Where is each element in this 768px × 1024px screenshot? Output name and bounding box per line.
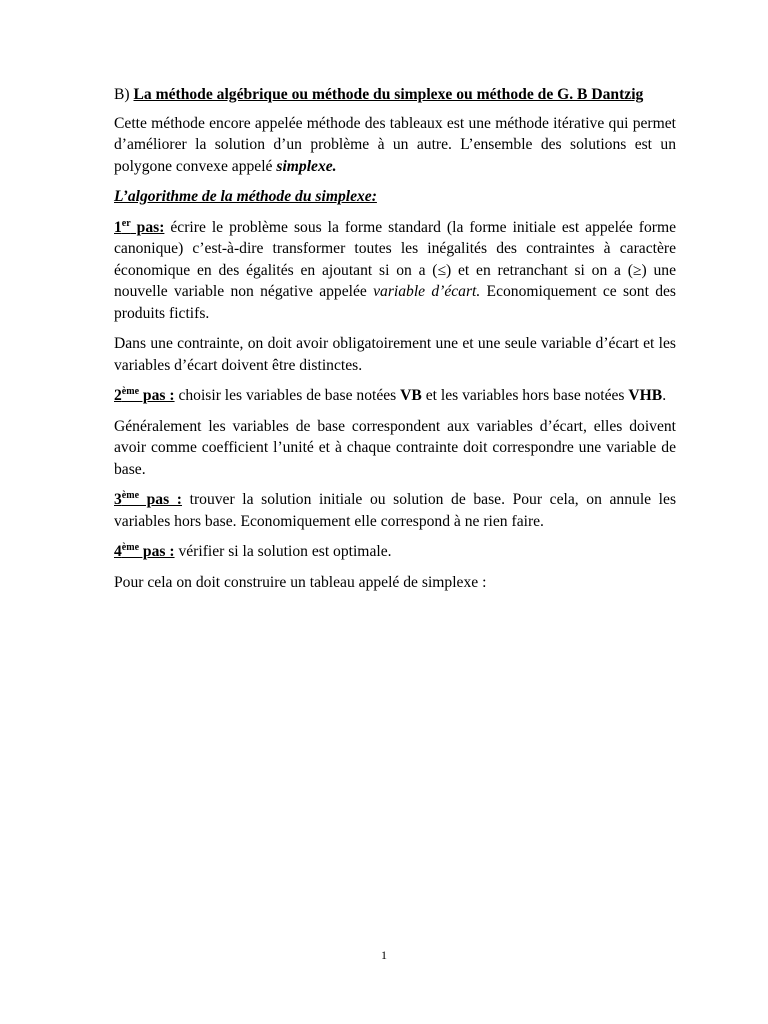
step3-heading xyxy=(114,491,182,508)
step2-text-b: et les variables hors base notées xyxy=(421,387,629,404)
step4-ordinal: ème xyxy=(121,542,140,553)
step1-heading xyxy=(114,219,164,236)
step4-text: vérifier si la solution est optimale. xyxy=(174,543,392,560)
step2-text-c: . xyxy=(662,387,667,404)
section-prefix: B) xyxy=(114,86,134,103)
algorithm-title: L’algorithme de la méthode du simplexe: xyxy=(114,188,377,205)
step4-heading xyxy=(114,543,175,560)
section-title: La méthode algébrique ou méthode du simplexe ou méthode de G. B Dantzig xyxy=(133,86,644,103)
constraint-paragraph: Dans une contrainte, on doit avoir obligatoirement une et une seule variable d’écart et les variables d’écart doivent être distinctes. xyxy=(114,335,676,374)
intro-emphasis: simplexe. xyxy=(276,157,337,175)
step1-italic: variable d’écart. xyxy=(373,283,481,300)
step2-label: pas : xyxy=(139,387,175,404)
step3-paragraph xyxy=(114,489,676,532)
step1-number: 1 xyxy=(114,218,122,236)
step2-number: 2 xyxy=(114,387,122,404)
section-heading xyxy=(114,84,676,106)
step2-text-a: choisir les variables de base notées xyxy=(174,387,401,404)
general-paragraph: Généralement les variables de base correspondent aux variables d’écart, elles doivent avoir comme coefficient l’unité et à chaque contrainte doit correspondre une variable de base. xyxy=(114,417,676,478)
step3-label: pas : xyxy=(139,491,182,508)
step4-paragraph xyxy=(114,541,676,563)
step2-vhb: VHB xyxy=(628,387,663,404)
algorithm-heading xyxy=(114,186,676,208)
step2-ordinal: ème xyxy=(121,386,140,397)
step1-text-a: écrire le problème sous la forme standard (la forme initiale est appelée forme canonique) c’est-à-dire transformer toutes les inégalités des contraintes à caractère économique en des égalités en ajoutant si on a (≤) et en retranchant si on a (≥) une nouvelle variable non négative appelée xyxy=(114,218,676,300)
step1-ordinal: er xyxy=(121,217,131,229)
final-paragraph: Pour cela on doit construire un tableau appelé de simplexe : xyxy=(114,573,487,591)
step3-ordinal: ème xyxy=(121,490,140,501)
step1-label: pas: xyxy=(130,218,165,236)
step2-heading xyxy=(114,387,175,404)
step3-number: 3 xyxy=(114,491,122,508)
document-body xyxy=(114,84,676,602)
step3-text: trouver la solution initiale ou solution de base. Pour cela, on annule les variables hors base. Economiquement elle correspond à ne rien faire. xyxy=(114,491,677,530)
step1-paragraph xyxy=(114,217,676,325)
step4-number: 4 xyxy=(114,543,122,560)
page-number: 1 xyxy=(381,948,387,962)
intro-paragraph xyxy=(114,113,676,178)
step2-paragraph xyxy=(114,385,676,407)
step1-text-b: Economiquement ce sont des produits fictifs. xyxy=(114,283,676,322)
step2-vb: VB xyxy=(400,387,422,404)
intro-text: Cette méthode encore appelée méthode des tableaux est une méthode itérative qui permet d’améliorer la solution d’un problème à un autre. L’ensemble des solutions est un polygone convexe appelé xyxy=(114,114,676,175)
step4-label: pas : xyxy=(139,543,175,560)
